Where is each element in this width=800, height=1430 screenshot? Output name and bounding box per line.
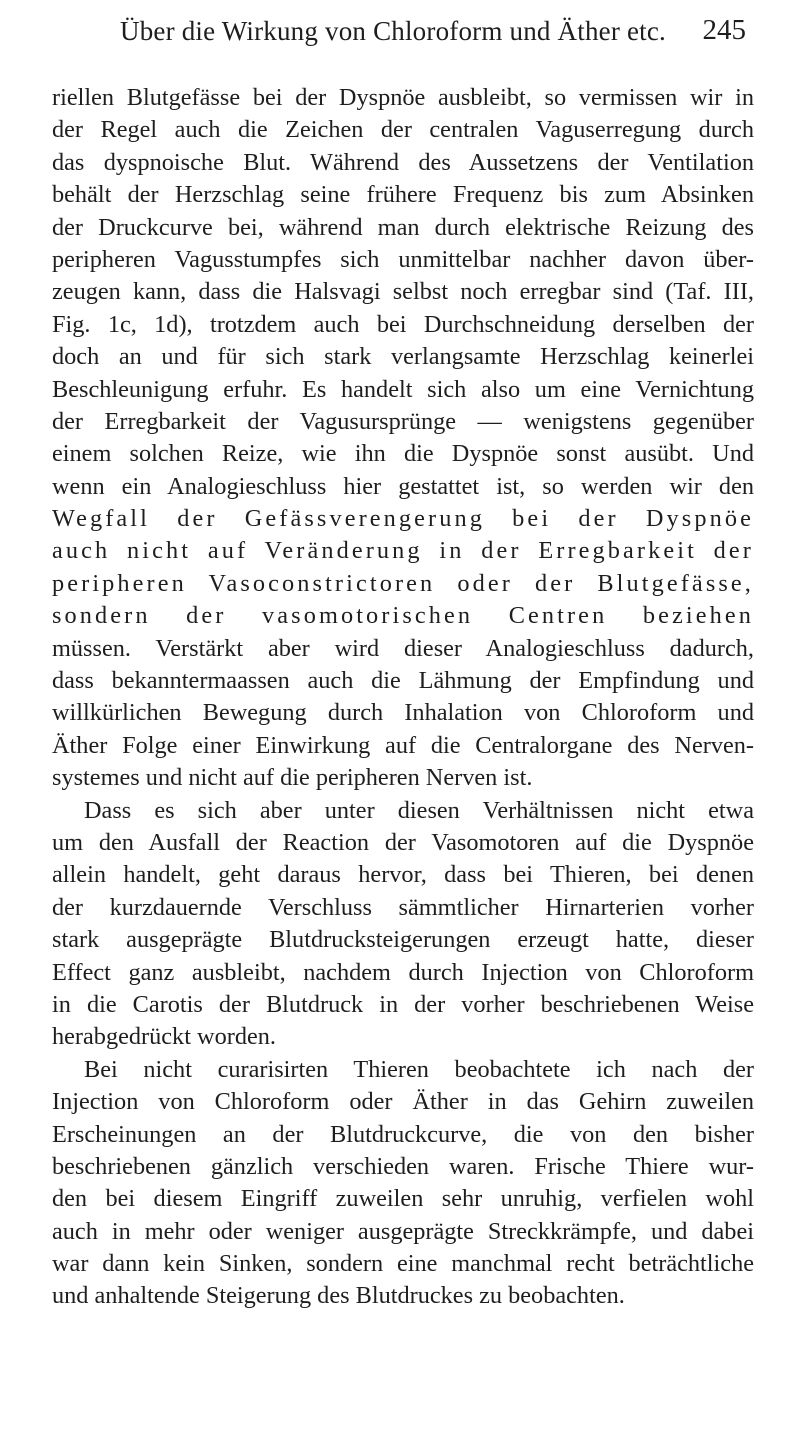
emphasized-text-line: auch nicht auf Veränderung in der Erregbarkeit der bbox=[52, 537, 754, 565]
text-line: Dass es sich aber unter diesen Verhältnissen nicht etwa bbox=[84, 796, 754, 824]
emphasized-text-line: sondern der vasomotorischen Centren beziehen bbox=[52, 602, 754, 630]
text-line: auch in mehr oder weniger ausgeprägte Streckkrämpfe, und dabei bbox=[52, 1217, 754, 1245]
text-line: um den Ausfall der Reaction der Vasomotoren auf die Dyspnöe bbox=[52, 828, 754, 856]
paragraph-1 bbox=[52, 82, 754, 795]
text-line: Erscheinungen an der Blutdruckcurve, die von den bisher bbox=[52, 1120, 754, 1148]
text-line: das dyspnoische Blut. Während des Aussetzens der Ventilation bbox=[52, 148, 754, 176]
text-line: Bei nicht curarisirten Thieren beobachtete ich nach der bbox=[84, 1055, 754, 1083]
text-line: und anhaltende Steigerung des Blutdruckes zu beobachten. bbox=[52, 1282, 625, 1310]
text-line: Fig. 1c, 1d), trotzdem auch bei Durchschneidung derselben der bbox=[52, 310, 754, 338]
running-head bbox=[50, 6, 746, 48]
text-line: in die Carotis der Blutdruck in der vorher beschriebenen Weise bbox=[52, 990, 754, 1018]
text-line: willkürlichen Bewegung durch Inhalation von Chloroform und bbox=[52, 699, 754, 727]
text-line: Injection von Chloroform oder Äther in das Gehirn zuweilen bbox=[52, 1088, 754, 1116]
text-line: zeugen kann, dass die Halsvagi selbst noch erregbar sind (Taf. III, bbox=[52, 278, 754, 306]
text-line: den bei diesem Eingriff zuweilen sehr unruhig, verfielen wohl bbox=[52, 1185, 754, 1213]
text-line: allein handelt, geht daraus hervor, dass bei Thieren, bei denen bbox=[52, 861, 754, 889]
text-line: der kurzdauernde Verschluss sämmtlicher Hirnarterien vorher bbox=[52, 893, 754, 921]
text-line: Äther Folge einer Einwirkung auf die Centralorgane des Nerven- bbox=[52, 731, 754, 759]
text-line: Beschleunigung erfuhr. Es handelt sich also um eine Vernichtung bbox=[52, 375, 754, 403]
text-line: doch an und für sich stark verlangsamte Herzschlag keinerlei bbox=[52, 343, 754, 371]
text-line: der Druckcurve bei, während man durch elektrische Reizung des bbox=[52, 213, 754, 241]
running-title: Über die Wirkung von Chloroform und Äther etc. bbox=[120, 16, 666, 46]
text-line: der Regel auch die Zeichen der centralen Vaguserregung durch bbox=[52, 116, 754, 144]
text-line: riellen Blutgefässe bei der Dyspnöe ausbleibt, so vermissen wir in bbox=[52, 84, 754, 111]
text-line: einem solchen Reize, wie ihn die Dyspnöe sonst ausübt. Und bbox=[52, 440, 754, 468]
text-line: wenn ein Analogieschluss hier gestattet ist, so werden wir den bbox=[52, 472, 754, 500]
text-line: der Erregbarkeit der Vagusursprünge — wenigstens gegenüber bbox=[52, 407, 754, 435]
paragraph-3 bbox=[52, 1054, 754, 1313]
text-line: Effect ganz ausbleibt, nachdem durch Injection von Chloroform bbox=[52, 958, 754, 986]
text-line: peripheren Vagusstumpfes sich unmittelbar nachher davon über- bbox=[52, 245, 754, 273]
paragraph-2 bbox=[52, 795, 754, 1054]
body-text bbox=[52, 82, 754, 1313]
text-line: stark ausgeprägte Blutdrucksteigerungen erzeugt hatte, dieser bbox=[52, 926, 754, 954]
emphasized-text-line: peripheren Vasoconstrictoren oder der Blutgefässe, bbox=[52, 569, 754, 597]
page-number: 245 bbox=[702, 14, 746, 46]
text-line: dass bekanntermaassen auch die Lähmung der Empfindung und bbox=[52, 667, 754, 695]
text-line: behält der Herzschlag seine frühere Frequenz bis zum Absinken bbox=[52, 181, 754, 209]
text-line: herabgedrückt worden. bbox=[52, 1023, 276, 1051]
text-line: war dann kein Sinken, sondern eine manchmal recht beträchtliche bbox=[52, 1250, 754, 1278]
text-line: systemes und nicht auf die peripheren Nerven ist. bbox=[52, 764, 533, 792]
text-line: müssen. Verstärkt aber wird dieser Analogieschluss dadurch, bbox=[52, 634, 754, 662]
text-line: beschriebenen gänzlich verschieden waren. Frische Thiere wur- bbox=[52, 1152, 754, 1180]
emphasized-text-line: Wegfall der Gefässverengerung bei der Dyspnöe bbox=[52, 505, 754, 533]
